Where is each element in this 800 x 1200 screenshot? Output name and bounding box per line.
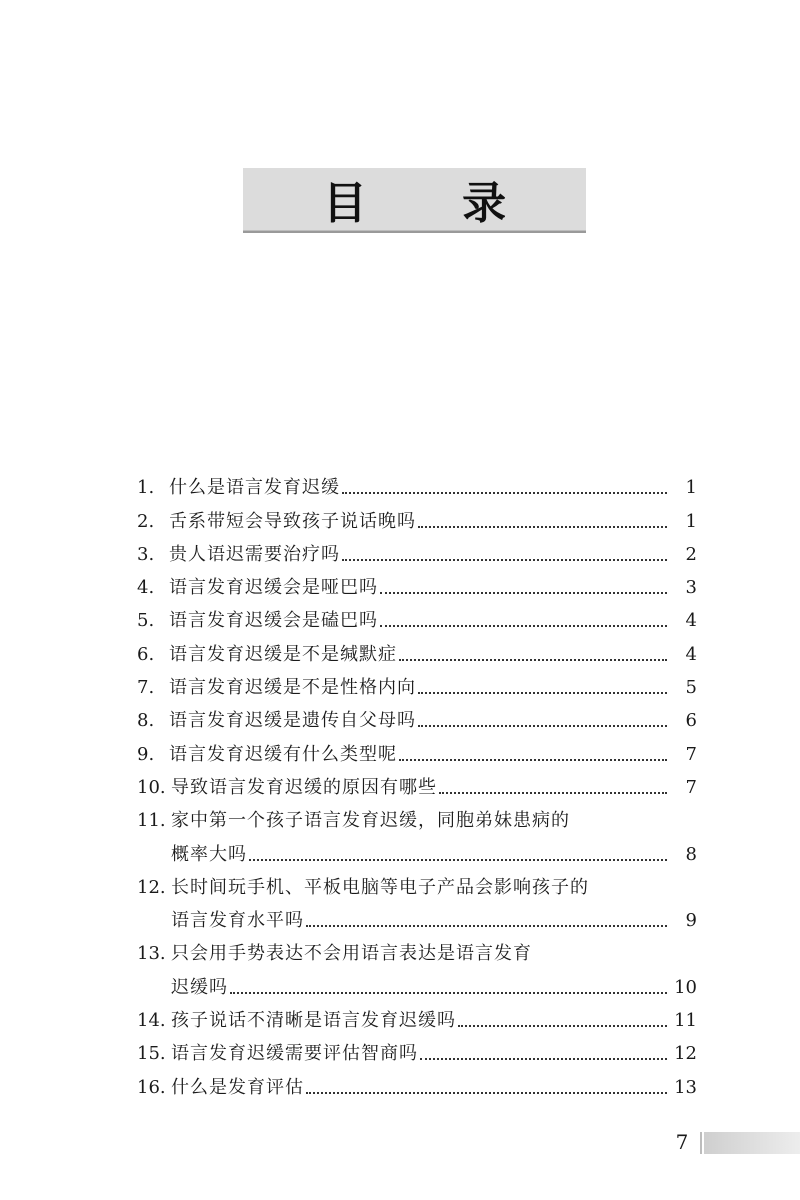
toc-entry-number: 9. <box>137 743 155 765</box>
toc-entry <box>137 798 697 865</box>
toc-entry <box>137 998 697 1031</box>
toc-leader-dots <box>439 792 667 794</box>
toc-line <box>137 598 697 631</box>
toc-leader-dots <box>342 492 667 494</box>
toc-page-number: 7 <box>685 743 697 765</box>
toc-entry-title: 语言发育迟缓需要评估智商吗 <box>171 1043 418 1065</box>
toc-page-number: 4 <box>685 643 697 665</box>
title-underline <box>243 231 586 233</box>
toc-entry-title: 语言发育迟缓有什么类型呢 <box>169 743 397 765</box>
toc-entry <box>137 931 697 998</box>
toc-entry <box>137 698 697 731</box>
toc-line <box>137 565 697 598</box>
toc-entry-number: 7. <box>137 677 155 699</box>
toc-page-number: 3 <box>685 577 697 599</box>
toc-entry <box>137 465 697 498</box>
toc-title-box <box>243 168 586 230</box>
toc-entry <box>137 765 697 798</box>
toc-page-number: 1 <box>685 477 697 499</box>
toc-entry <box>137 631 697 664</box>
toc-page-number: 11 <box>674 1010 697 1032</box>
table-of-contents <box>137 465 697 1098</box>
toc-entry-title: 语言发育迟缓会是磕巴吗 <box>169 610 378 632</box>
toc-line <box>137 698 697 731</box>
toc-line <box>137 1031 697 1064</box>
toc-entry-number: 1. <box>137 477 155 499</box>
toc-line <box>137 665 697 698</box>
toc-entry <box>137 865 697 932</box>
toc-entry-title: 长时间玩手机、平板电脑等电子产品会影响孩子的 <box>171 876 589 898</box>
toc-leader-dots <box>399 759 667 761</box>
toc-page-number: 10 <box>674 976 697 998</box>
toc-page-number: 5 <box>685 677 697 699</box>
toc-entry-title: 语言发育迟缓是不是性格内向 <box>169 677 416 699</box>
toc-leader-dots <box>399 659 667 661</box>
toc-entry <box>137 565 697 598</box>
toc-entry-number: 15. <box>137 1043 166 1065</box>
toc-entry-title: 贵人语迟需要治疗吗 <box>169 543 340 565</box>
toc-page-number: 7 <box>685 776 697 798</box>
toc-line <box>137 931 697 964</box>
toc-line <box>137 865 697 898</box>
toc-leader-dots <box>342 559 667 561</box>
toc-line <box>137 998 697 1031</box>
toc-page-number: 9 <box>685 910 697 932</box>
toc-entry-number: 16. <box>137 1076 166 1098</box>
toc-entry <box>137 731 697 764</box>
toc-line <box>137 798 697 831</box>
toc-entry <box>137 598 697 631</box>
toc-leader-dots <box>418 692 667 694</box>
toc-entry-title: 舌系带短会导致孩子说话晚吗 <box>169 510 416 532</box>
toc-entry <box>137 1031 697 1064</box>
toc-line <box>137 831 697 864</box>
toc-line <box>137 532 697 565</box>
toc-entry-title: 语言发育迟缓会是哑巴吗 <box>169 577 378 599</box>
toc-entry-title: 语言发育水平吗 <box>171 910 304 932</box>
toc-line <box>137 964 697 997</box>
toc-entry-number: 6. <box>137 643 155 665</box>
toc-entry-number: 3. <box>137 543 155 565</box>
toc-entry-title: 什么是语言发育迟缓 <box>169 477 340 499</box>
toc-line <box>137 898 697 931</box>
page-number: 7 <box>675 1130 689 1154</box>
toc-line <box>137 1064 697 1097</box>
toc-line <box>137 731 697 764</box>
toc-entry-title: 什么是发育评估 <box>171 1076 304 1098</box>
toc-entry <box>137 498 697 531</box>
toc-line <box>137 465 697 498</box>
toc-page-number: 12 <box>674 1043 697 1065</box>
toc-page-number: 6 <box>685 710 697 732</box>
toc-entry-number: 8. <box>137 710 155 732</box>
toc-entry-title: 只会用手势表达不会用语言表达是语言发育 <box>171 943 532 965</box>
toc-leader-dots <box>306 1092 667 1094</box>
footer-divider <box>700 1132 702 1154</box>
toc-page-number: 4 <box>685 610 697 632</box>
toc-entry-number: 13. <box>137 943 166 965</box>
toc-entry-title: 概率大吗 <box>171 843 247 865</box>
toc-entry-number: 2. <box>137 510 155 532</box>
toc-leader-dots <box>418 725 667 727</box>
toc-line <box>137 765 697 798</box>
toc-entry <box>137 665 697 698</box>
toc-entry-number: 12. <box>137 876 166 898</box>
toc-page-number: 8 <box>685 843 697 865</box>
toc-line <box>137 631 697 664</box>
page-title: 目 录 <box>322 178 547 229</box>
toc-leader-dots <box>458 1025 667 1027</box>
toc-entry-number: 14. <box>137 1010 166 1032</box>
toc-leader-dots <box>230 992 667 994</box>
toc-entry-number: 10. <box>137 776 166 798</box>
toc-leader-dots <box>420 1058 667 1060</box>
toc-leader-dots <box>380 592 667 594</box>
toc-leader-dots <box>380 625 667 627</box>
footer-bar <box>704 1132 800 1154</box>
toc-entry-number: 11. <box>137 810 166 832</box>
toc-entry-number: 5. <box>137 610 155 632</box>
toc-entry-title: 迟缓吗 <box>171 976 228 998</box>
toc-entry-title: 导致语言发育迟缓的原因有哪些 <box>171 776 437 798</box>
toc-entry-title: 语言发育迟缓是遗传自父母吗 <box>169 710 416 732</box>
toc-entry <box>137 532 697 565</box>
toc-page-number: 13 <box>674 1076 697 1098</box>
toc-page-number: 2 <box>685 543 697 565</box>
toc-leader-dots <box>418 526 667 528</box>
toc-leader-dots <box>249 859 667 861</box>
toc-entry-title: 语言发育迟缓是不是缄默症 <box>169 643 397 665</box>
toc-entry-title: 家中第一个孩子语言发育迟缓，同胞弟妹患病的 <box>171 810 570 832</box>
toc-page-number: 1 <box>685 510 697 532</box>
toc-entry-number: 4. <box>137 577 155 599</box>
toc-line <box>137 498 697 531</box>
toc-entry <box>137 1064 697 1097</box>
toc-entry-title: 孩子说话不清晰是语言发育迟缓吗 <box>171 1010 456 1032</box>
toc-leader-dots <box>306 925 667 927</box>
